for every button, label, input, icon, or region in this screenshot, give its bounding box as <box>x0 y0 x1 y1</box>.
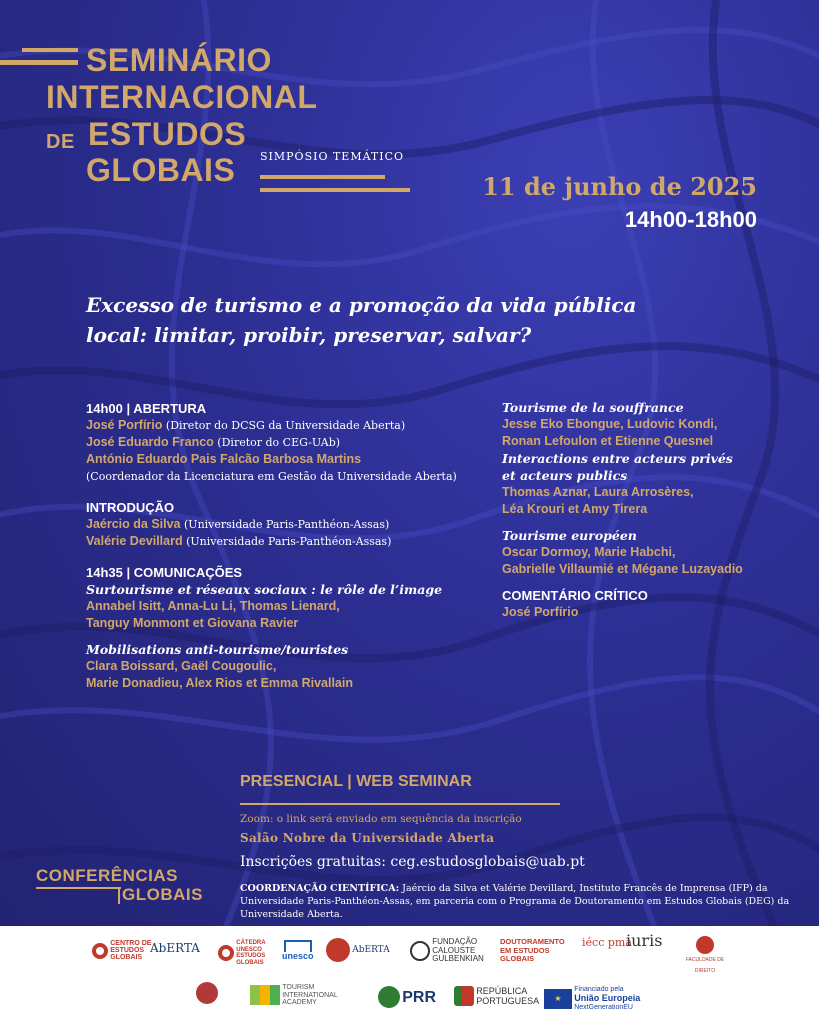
session-speakers: Thomas Aznar, Laura Arrosères, <box>502 485 694 499</box>
logo-redcross-aberta: AbERTA <box>326 938 390 962</box>
mode-divider <box>240 803 560 805</box>
event-mode: PRESENCIAL | WEB SEMINAR <box>240 773 472 790</box>
logo-catedra: CÁTEDRA UNESCO ESTUDOS GLOBAIS <box>218 940 266 966</box>
logo-ceg: CENTRO DE ESTUDOS GLOBAIS <box>92 940 151 961</box>
partner-logos <box>0 926 819 1024</box>
gulbenkian-icon <box>410 941 430 961</box>
flag-icon <box>454 986 474 1006</box>
session-speakers: Léa Krouri et Amy Tirera <box>502 502 648 516</box>
scales-icon <box>696 936 714 954</box>
logo-prr: PRR <box>378 986 436 1008</box>
registration-email[interactable]: Inscrições gratuitas: ceg.estudosglobais@uab.pt <box>240 854 585 870</box>
session-speakers: Gabrielle Villaumié et Mégane Luzayadio <box>502 562 743 576</box>
critic-name: José Porfírio <box>502 605 579 619</box>
subtitle-bar-1 <box>260 175 385 179</box>
venue: Salão Nobre da Universidade Aberta <box>240 831 495 845</box>
session-speakers: Ronan Lefoulon et Etienne Quesnel <box>502 434 714 448</box>
logo-aberta: AbERTA <box>150 941 200 955</box>
session-speakers: Oscar Dormoy, Marie Habchi, <box>502 545 676 559</box>
pantheon-icon <box>196 982 218 1004</box>
opening-heading: 14h00 | ABERTURA <box>86 401 207 416</box>
session-speakers: Tanguy Monmont et Giovana Ravier <box>86 616 299 630</box>
session-title: Mobilisations anti-tourisme/touristes <box>86 642 349 657</box>
title-globais: GLOBAIS <box>86 152 236 188</box>
tourism-squares-icon <box>250 985 280 1005</box>
coordination-note: COORDENAÇÃO CIENTÍFICA: Jaércio da Silva et Valérie Devillard, Instituto Francês de Imprensa (IFP) da Universidade Paris-Panthéon-Assas, em parceria com o Programa de Doutoramento em Estudos Globais (DEG) da Universidade Aberta. <box>240 883 790 920</box>
critic-heading: COMENTÁRIO CRÍTICO <box>502 588 648 603</box>
theme-title: Excesso de turismo e a promoção da vida pública local: limitar, proibir, preservar, salvar? <box>86 293 637 347</box>
session-title: Tourisme européen <box>502 528 637 543</box>
event-date: 11 de junho de 2025 <box>482 172 757 201</box>
session-title: Surtourisme et réseaux sociaux : le rôle de l’image <box>86 582 443 597</box>
session-title: Interactions entre acteurs privés <box>502 451 733 466</box>
title-seminario: SEMINÁRIO <box>86 42 272 78</box>
session-speakers: Jesse Eko Ebongue, Ludovic Kondi, <box>502 417 718 431</box>
eu-flag-icon: ★ <box>544 989 572 1009</box>
logo-republica: REPÚBLICA PORTUGUESA <box>454 986 539 1006</box>
opening-row: José Porfírio (Diretor do DCSG da Universidade Aberta) <box>86 418 406 432</box>
opening-row: José Eduardo Franco (Diretor do CEG-UAb) <box>86 435 341 449</box>
subtitle-bar-2 <box>260 188 410 192</box>
logo-doutoramento: DOUTORAMENTO EM ESTUDOS GLOBAIS <box>500 937 565 963</box>
logo-iuris: iuris <box>626 931 663 950</box>
series-logo: CONFERÊNCIAS GLOBAIS <box>36 866 203 904</box>
logo-unesco: unesco <box>282 940 314 961</box>
logo-gulbenkian: FUNDAÇÃO CALOUSTE GULBENKIAN <box>410 938 484 964</box>
logo-paris-pantheon <box>196 982 218 1004</box>
prr-icon <box>378 986 400 1008</box>
intro-row: Jaércio da Silva (Universidade Paris-Panthéon-Assas) <box>86 517 390 531</box>
session-speakers: Clara Boissard, Gaël Cougoulic, <box>86 659 277 673</box>
session-title: et acteurs publics <box>502 468 628 483</box>
intro-heading: INTRODUÇÃO <box>86 500 175 515</box>
session-speakers: Marie Donadieu, Alex Rios et Emma Rivallain <box>86 676 353 690</box>
intro-row: Valérie Devillard (Universidade Paris-Panthéon-Assas) <box>86 534 392 548</box>
title-de: DE <box>46 131 75 153</box>
comm-heading: 14h35 | COMUNICAÇÕES <box>86 565 243 580</box>
event-time: 14h00-18h00 <box>624 207 757 232</box>
ceg-icon <box>92 943 108 959</box>
opening-row: António Eduardo Pais Falcão Barbosa Martins <box>86 452 362 466</box>
session-speakers: Annabel Isitt, Anna-Lu Li, Thomas Lienard, <box>86 599 340 613</box>
program-left <box>86 400 486 692</box>
session-title: Tourisme de la souffrance <box>502 400 684 415</box>
seal-icon <box>326 938 350 962</box>
zoom-note: Zoom: o link será enviado em sequência da inscrição <box>240 813 522 825</box>
logo-tourism-academy: TOURISM INTERNATIONAL ACADEMY <box>250 984 338 1007</box>
logo-iecc: iécc pma <box>582 936 632 949</box>
logo-eu: ★ Financiado pela União Europeia NextGenerationEU <box>544 986 640 1012</box>
program-right <box>502 399 802 621</box>
subtitle-simposio: SIMPÓSIO TEMÁTICO <box>260 150 405 163</box>
title-estudos: ESTUDOS <box>88 116 247 152</box>
title-bar-left-2 <box>22 48 78 52</box>
title-bar-left <box>0 60 78 65</box>
catedra-icon <box>218 945 234 961</box>
opening-note: (Coordenador da Licenciatura em Gestão da Universidade Aberta) <box>86 470 457 483</box>
logo-fd: FACULDADE DE DIREITO <box>680 936 730 976</box>
title-internacional: INTERNACIONAL <box>46 79 318 115</box>
